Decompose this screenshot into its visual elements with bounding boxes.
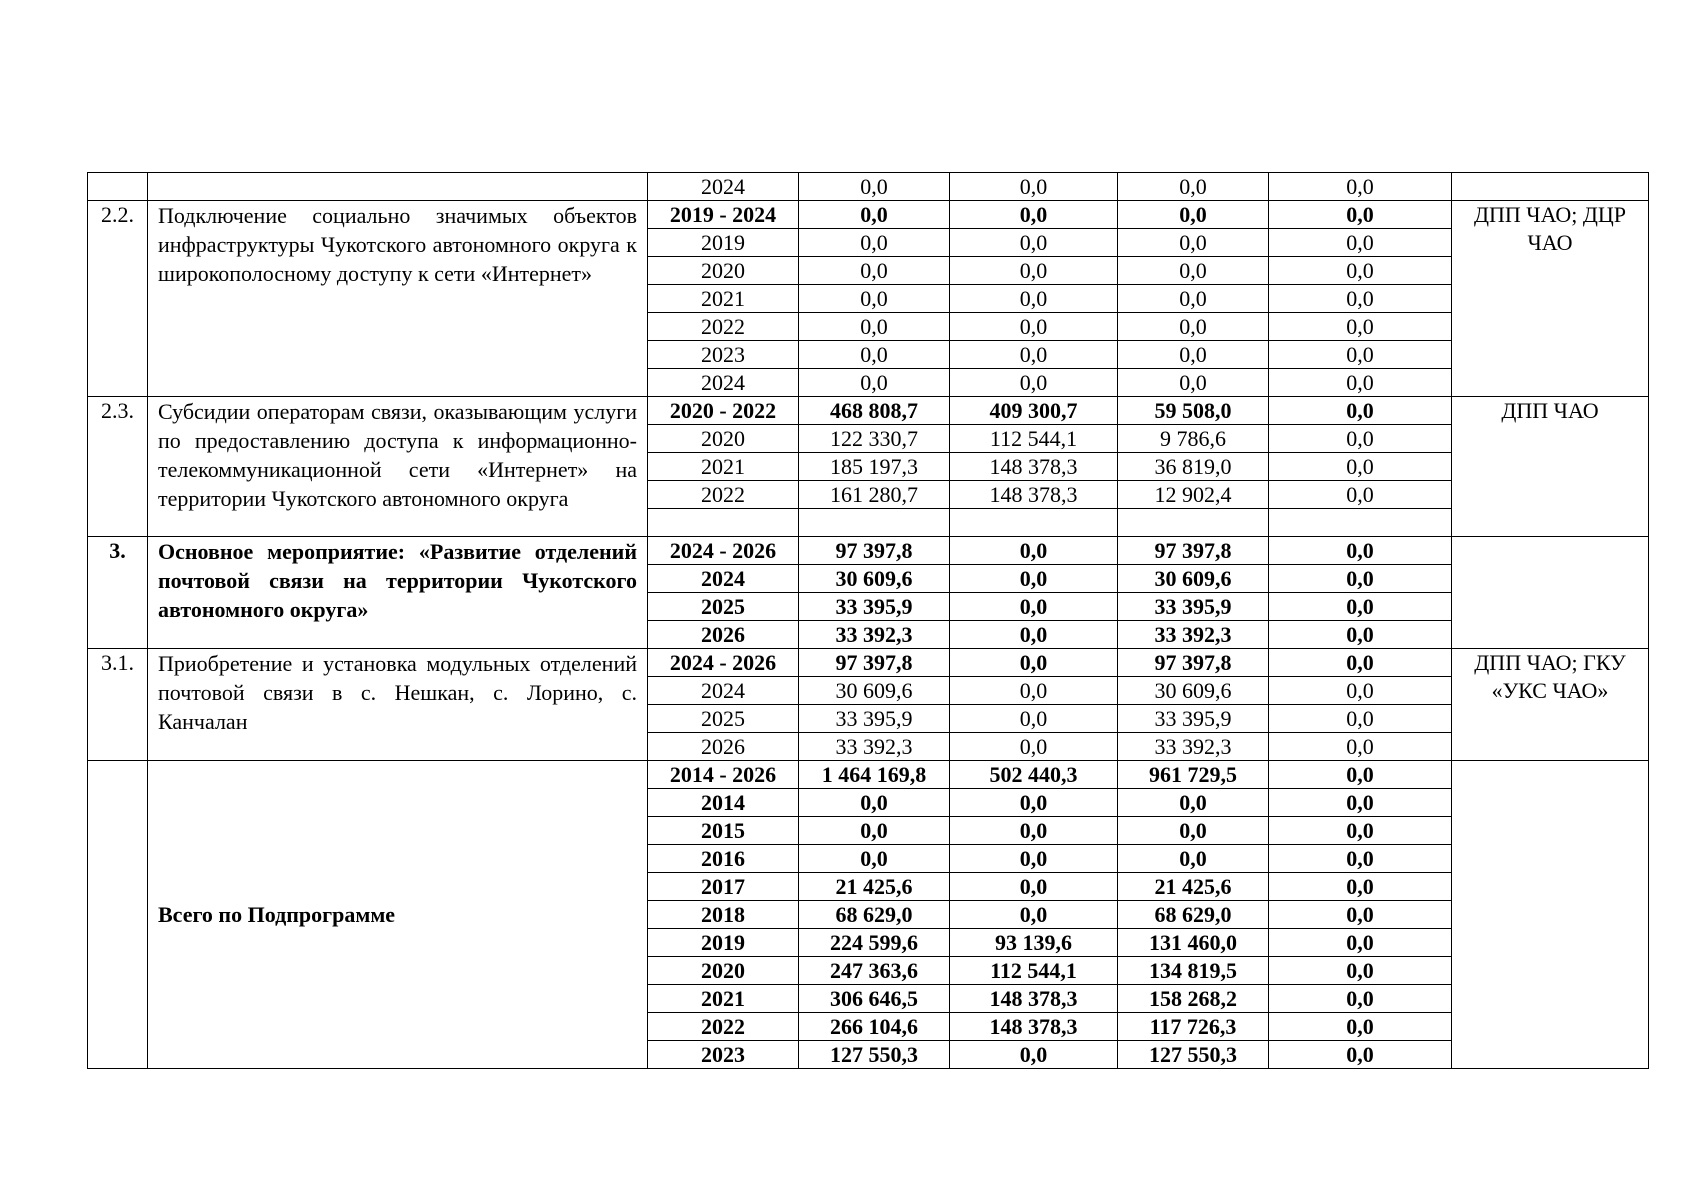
federal-amount-cell: 0,0: [950, 229, 1118, 257]
period-cell: 2016: [648, 845, 799, 873]
federal-amount-cell: 0,0: [950, 201, 1118, 229]
period-cell: 2024 - 2026: [648, 649, 799, 677]
regional-amount-cell: 12 902,4: [1118, 481, 1269, 509]
federal-amount-cell: 0,0: [950, 817, 1118, 845]
other-amount-cell: 0,0: [1269, 593, 1452, 621]
total-amount-cell: 0,0: [799, 313, 950, 341]
table-row: [88, 201, 1649, 229]
table-row: [88, 537, 1649, 565]
regional-amount-cell: 30 609,6: [1118, 677, 1269, 705]
period-cell: 2019: [648, 229, 799, 257]
other-amount-cell: 0,0: [1269, 789, 1452, 817]
other-amount-cell: 0,0: [1269, 649, 1452, 677]
regional-amount-cell: 0,0: [1118, 789, 1269, 817]
other-amount-cell: 0,0: [1269, 173, 1452, 201]
other-amount-cell: 0,0: [1269, 369, 1452, 397]
other-amount-cell: 0,0: [1269, 901, 1452, 929]
regional-amount-cell: 961 729,5: [1118, 761, 1269, 789]
federal-amount-cell: 0,0: [950, 621, 1118, 649]
regional-amount-cell: 158 268,2: [1118, 985, 1269, 1013]
regional-amount-cell: [1118, 509, 1269, 537]
regional-amount-cell: 0,0: [1118, 201, 1269, 229]
total-amount-cell: 185 197,3: [799, 453, 950, 481]
total-amount-cell: 0,0: [799, 173, 950, 201]
item-name-cell: [148, 201, 648, 397]
total-amount-cell: 127 550,3: [799, 1041, 950, 1069]
item-name: Приобретение и установка модульных отделений почтовой связи в с. Нешкан, с. Лорино, с. Канчалан: [158, 651, 637, 734]
period-cell: 2023: [648, 1041, 799, 1069]
total-amount-cell: [799, 509, 950, 537]
other-amount-cell: 0,0: [1269, 817, 1452, 845]
item-number: 3.1.: [88, 649, 148, 761]
period-cell: 2021: [648, 985, 799, 1013]
item-number: 2.3.: [88, 397, 148, 537]
period-cell: 2020: [648, 425, 799, 453]
other-amount-cell: 0,0: [1269, 453, 1452, 481]
executor-cell: ДПП ЧАО; ДЦР ЧАО: [1452, 201, 1649, 397]
period-cell: 2020: [648, 257, 799, 285]
item-name-cell: [148, 649, 648, 761]
other-amount-cell: 0,0: [1269, 537, 1452, 565]
item-name-cell: [148, 761, 648, 1069]
total-amount-cell: 0,0: [799, 817, 950, 845]
total-amount-cell: 266 104,6: [799, 1013, 950, 1041]
item-number: [88, 761, 148, 1069]
regional-amount-cell: 33 395,9: [1118, 593, 1269, 621]
total-amount-cell: 33 395,9: [799, 593, 950, 621]
period-cell: 2020: [648, 957, 799, 985]
total-amount-cell: 0,0: [799, 257, 950, 285]
item-name: Подключение социально значимых объектов инфраструктуры Чукотского автономного округа к широкополосному доступу к сети «Интернет»: [158, 203, 637, 286]
regional-amount-cell: 0,0: [1118, 817, 1269, 845]
other-amount-cell: 0,0: [1269, 761, 1452, 789]
period-cell: 2021: [648, 285, 799, 313]
regional-amount-cell: 30 609,6: [1118, 565, 1269, 593]
regional-amount-cell: 21 425,6: [1118, 873, 1269, 901]
table-row: [88, 761, 1649, 789]
executor-cell: ДПП ЧАО: [1452, 397, 1649, 537]
total-amount-cell: 21 425,6: [799, 873, 950, 901]
federal-amount-cell: 112 544,1: [950, 957, 1118, 985]
total-amount-cell: 97 397,8: [799, 649, 950, 677]
federal-amount-cell: 0,0: [950, 565, 1118, 593]
table-row: [88, 649, 1649, 677]
period-cell: 2026: [648, 733, 799, 761]
period-cell: 2022: [648, 481, 799, 509]
regional-amount-cell: 0,0: [1118, 285, 1269, 313]
period-cell: 2025: [648, 593, 799, 621]
financing-table: [87, 172, 1649, 1069]
period-cell: 2024: [648, 369, 799, 397]
other-amount-cell: 0,0: [1269, 481, 1452, 509]
other-amount-cell: 0,0: [1269, 957, 1452, 985]
regional-amount-cell: 127 550,3: [1118, 1041, 1269, 1069]
period-cell: 2019: [648, 929, 799, 957]
total-amount-cell: 0,0: [799, 229, 950, 257]
period-cell: 2025: [648, 705, 799, 733]
federal-amount-cell: 0,0: [950, 733, 1118, 761]
other-amount-cell: 0,0: [1269, 201, 1452, 229]
total-amount-cell: 0,0: [799, 789, 950, 817]
other-amount-cell: 0,0: [1269, 1041, 1452, 1069]
executor-cell: [1452, 761, 1649, 1069]
federal-amount-cell: 0,0: [950, 537, 1118, 565]
federal-amount-cell: 148 378,3: [950, 481, 1118, 509]
total-amount-cell: 224 599,6: [799, 929, 950, 957]
total-amount-cell: 33 395,9: [799, 705, 950, 733]
item-name: Основное мероприятие: «Развитие отделений почтовой связи на территории Чукотского автономного округа»: [158, 539, 637, 622]
total-amount-cell: 97 397,8: [799, 537, 950, 565]
federal-amount-cell: 0,0: [950, 173, 1118, 201]
executor-cell: [1452, 173, 1649, 201]
regional-amount-cell: 131 460,0: [1118, 929, 1269, 957]
federal-amount-cell: 0,0: [950, 369, 1118, 397]
period-cell: 2026: [648, 621, 799, 649]
period-cell: 2024: [648, 677, 799, 705]
period-cell: 2015: [648, 817, 799, 845]
total-amount-cell: 0,0: [799, 285, 950, 313]
regional-amount-cell: 134 819,5: [1118, 957, 1269, 985]
federal-amount-cell: 0,0: [950, 705, 1118, 733]
federal-amount-cell: 409 300,7: [950, 397, 1118, 425]
item-name-cell: [148, 397, 648, 537]
regional-amount-cell: 0,0: [1118, 369, 1269, 397]
total-amount-cell: 306 646,5: [799, 985, 950, 1013]
item-name: Субсидии операторам связи, оказывающим услуги по предоставлению доступа к информационно-телекоммуникационной сети «Интернет» на территории Чукотского автономного округа: [158, 399, 637, 511]
period-cell: 2024: [648, 173, 799, 201]
table-body: [88, 173, 1649, 1069]
other-amount-cell: 0,0: [1269, 705, 1452, 733]
item-name: Всего по Подпрограмме: [158, 902, 396, 927]
regional-amount-cell: 97 397,8: [1118, 649, 1269, 677]
period-cell: 2024 - 2026: [648, 537, 799, 565]
total-amount-cell: 1 464 169,8: [799, 761, 950, 789]
federal-amount-cell: 0,0: [950, 257, 1118, 285]
total-amount-cell: 0,0: [799, 201, 950, 229]
regional-amount-cell: 33 392,3: [1118, 621, 1269, 649]
total-amount-cell: 161 280,7: [799, 481, 950, 509]
other-amount-cell: 0,0: [1269, 985, 1452, 1013]
federal-amount-cell: 0,0: [950, 1041, 1118, 1069]
total-amount-cell: 468 808,7: [799, 397, 950, 425]
other-amount-cell: 0,0: [1269, 873, 1452, 901]
total-amount-cell: 247 363,6: [799, 957, 950, 985]
regional-amount-cell: 33 392,3: [1118, 733, 1269, 761]
total-amount-cell: 0,0: [799, 341, 950, 369]
federal-amount-cell: 0,0: [950, 313, 1118, 341]
federal-amount-cell: 112 544,1: [950, 425, 1118, 453]
federal-amount-cell: 0,0: [950, 789, 1118, 817]
regional-amount-cell: 36 819,0: [1118, 453, 1269, 481]
item-name-cell: [148, 173, 648, 201]
executor-cell: [1452, 537, 1649, 649]
period-cell: 2021: [648, 453, 799, 481]
federal-amount-cell: 148 378,3: [950, 453, 1118, 481]
other-amount-cell: 0,0: [1269, 257, 1452, 285]
total-amount-cell: 30 609,6: [799, 565, 950, 593]
period-cell: 2022: [648, 313, 799, 341]
item-name-cell: [148, 537, 648, 649]
regional-amount-cell: 9 786,6: [1118, 425, 1269, 453]
regional-amount-cell: 33 395,9: [1118, 705, 1269, 733]
federal-amount-cell: 148 378,3: [950, 985, 1118, 1013]
federal-amount-cell: 0,0: [950, 593, 1118, 621]
total-amount-cell: 0,0: [799, 845, 950, 873]
item-number: [88, 173, 148, 201]
table-row: [88, 173, 1649, 201]
other-amount-cell: [1269, 509, 1452, 537]
federal-amount-cell: 0,0: [950, 845, 1118, 873]
regional-amount-cell: 0,0: [1118, 257, 1269, 285]
total-amount-cell: 33 392,3: [799, 621, 950, 649]
period-cell: 2022: [648, 1013, 799, 1041]
federal-amount-cell: 0,0: [950, 285, 1118, 313]
regional-amount-cell: 59 508,0: [1118, 397, 1269, 425]
other-amount-cell: 0,0: [1269, 313, 1452, 341]
period-cell: 2018: [648, 901, 799, 929]
regional-amount-cell: 0,0: [1118, 313, 1269, 341]
federal-amount-cell: 0,0: [950, 677, 1118, 705]
regional-amount-cell: 97 397,8: [1118, 537, 1269, 565]
other-amount-cell: 0,0: [1269, 929, 1452, 957]
regional-amount-cell: 0,0: [1118, 173, 1269, 201]
other-amount-cell: 0,0: [1269, 425, 1452, 453]
other-amount-cell: 0,0: [1269, 1013, 1452, 1041]
other-amount-cell: 0,0: [1269, 677, 1452, 705]
federal-amount-cell: 0,0: [950, 901, 1118, 929]
total-amount-cell: 33 392,3: [799, 733, 950, 761]
regional-amount-cell: 117 726,3: [1118, 1013, 1269, 1041]
federal-amount-cell: 148 378,3: [950, 1013, 1118, 1041]
federal-amount-cell: 0,0: [950, 341, 1118, 369]
federal-amount-cell: 0,0: [950, 873, 1118, 901]
period-cell: 2020 - 2022: [648, 397, 799, 425]
period-cell: 2023: [648, 341, 799, 369]
total-amount-cell: 68 629,0: [799, 901, 950, 929]
period-cell: 2019 - 2024: [648, 201, 799, 229]
other-amount-cell: 0,0: [1269, 285, 1452, 313]
item-number: 3.: [88, 537, 148, 649]
total-amount-cell: 122 330,7: [799, 425, 950, 453]
table-row: [88, 397, 1649, 425]
other-amount-cell: 0,0: [1269, 733, 1452, 761]
period-cell: 2014 - 2026: [648, 761, 799, 789]
other-amount-cell: 0,0: [1269, 229, 1452, 257]
federal-amount-cell: [950, 509, 1118, 537]
federal-amount-cell: 93 139,6: [950, 929, 1118, 957]
total-amount-cell: 30 609,6: [799, 677, 950, 705]
item-number: 2.2.: [88, 201, 148, 397]
other-amount-cell: 0,0: [1269, 845, 1452, 873]
regional-amount-cell: 0,0: [1118, 341, 1269, 369]
regional-amount-cell: 0,0: [1118, 845, 1269, 873]
federal-amount-cell: 0,0: [950, 649, 1118, 677]
other-amount-cell: 0,0: [1269, 565, 1452, 593]
regional-amount-cell: 68 629,0: [1118, 901, 1269, 929]
other-amount-cell: 0,0: [1269, 397, 1452, 425]
other-amount-cell: 0,0: [1269, 341, 1452, 369]
period-cell: 2014: [648, 789, 799, 817]
period-cell: [648, 509, 799, 537]
regional-amount-cell: 0,0: [1118, 229, 1269, 257]
other-amount-cell: 0,0: [1269, 621, 1452, 649]
federal-amount-cell: 502 440,3: [950, 761, 1118, 789]
total-amount-cell: 0,0: [799, 369, 950, 397]
executor-cell: ДПП ЧАО; ГКУ «УКС ЧАО»: [1452, 649, 1649, 761]
period-cell: 2024: [648, 565, 799, 593]
period-cell: 2017: [648, 873, 799, 901]
